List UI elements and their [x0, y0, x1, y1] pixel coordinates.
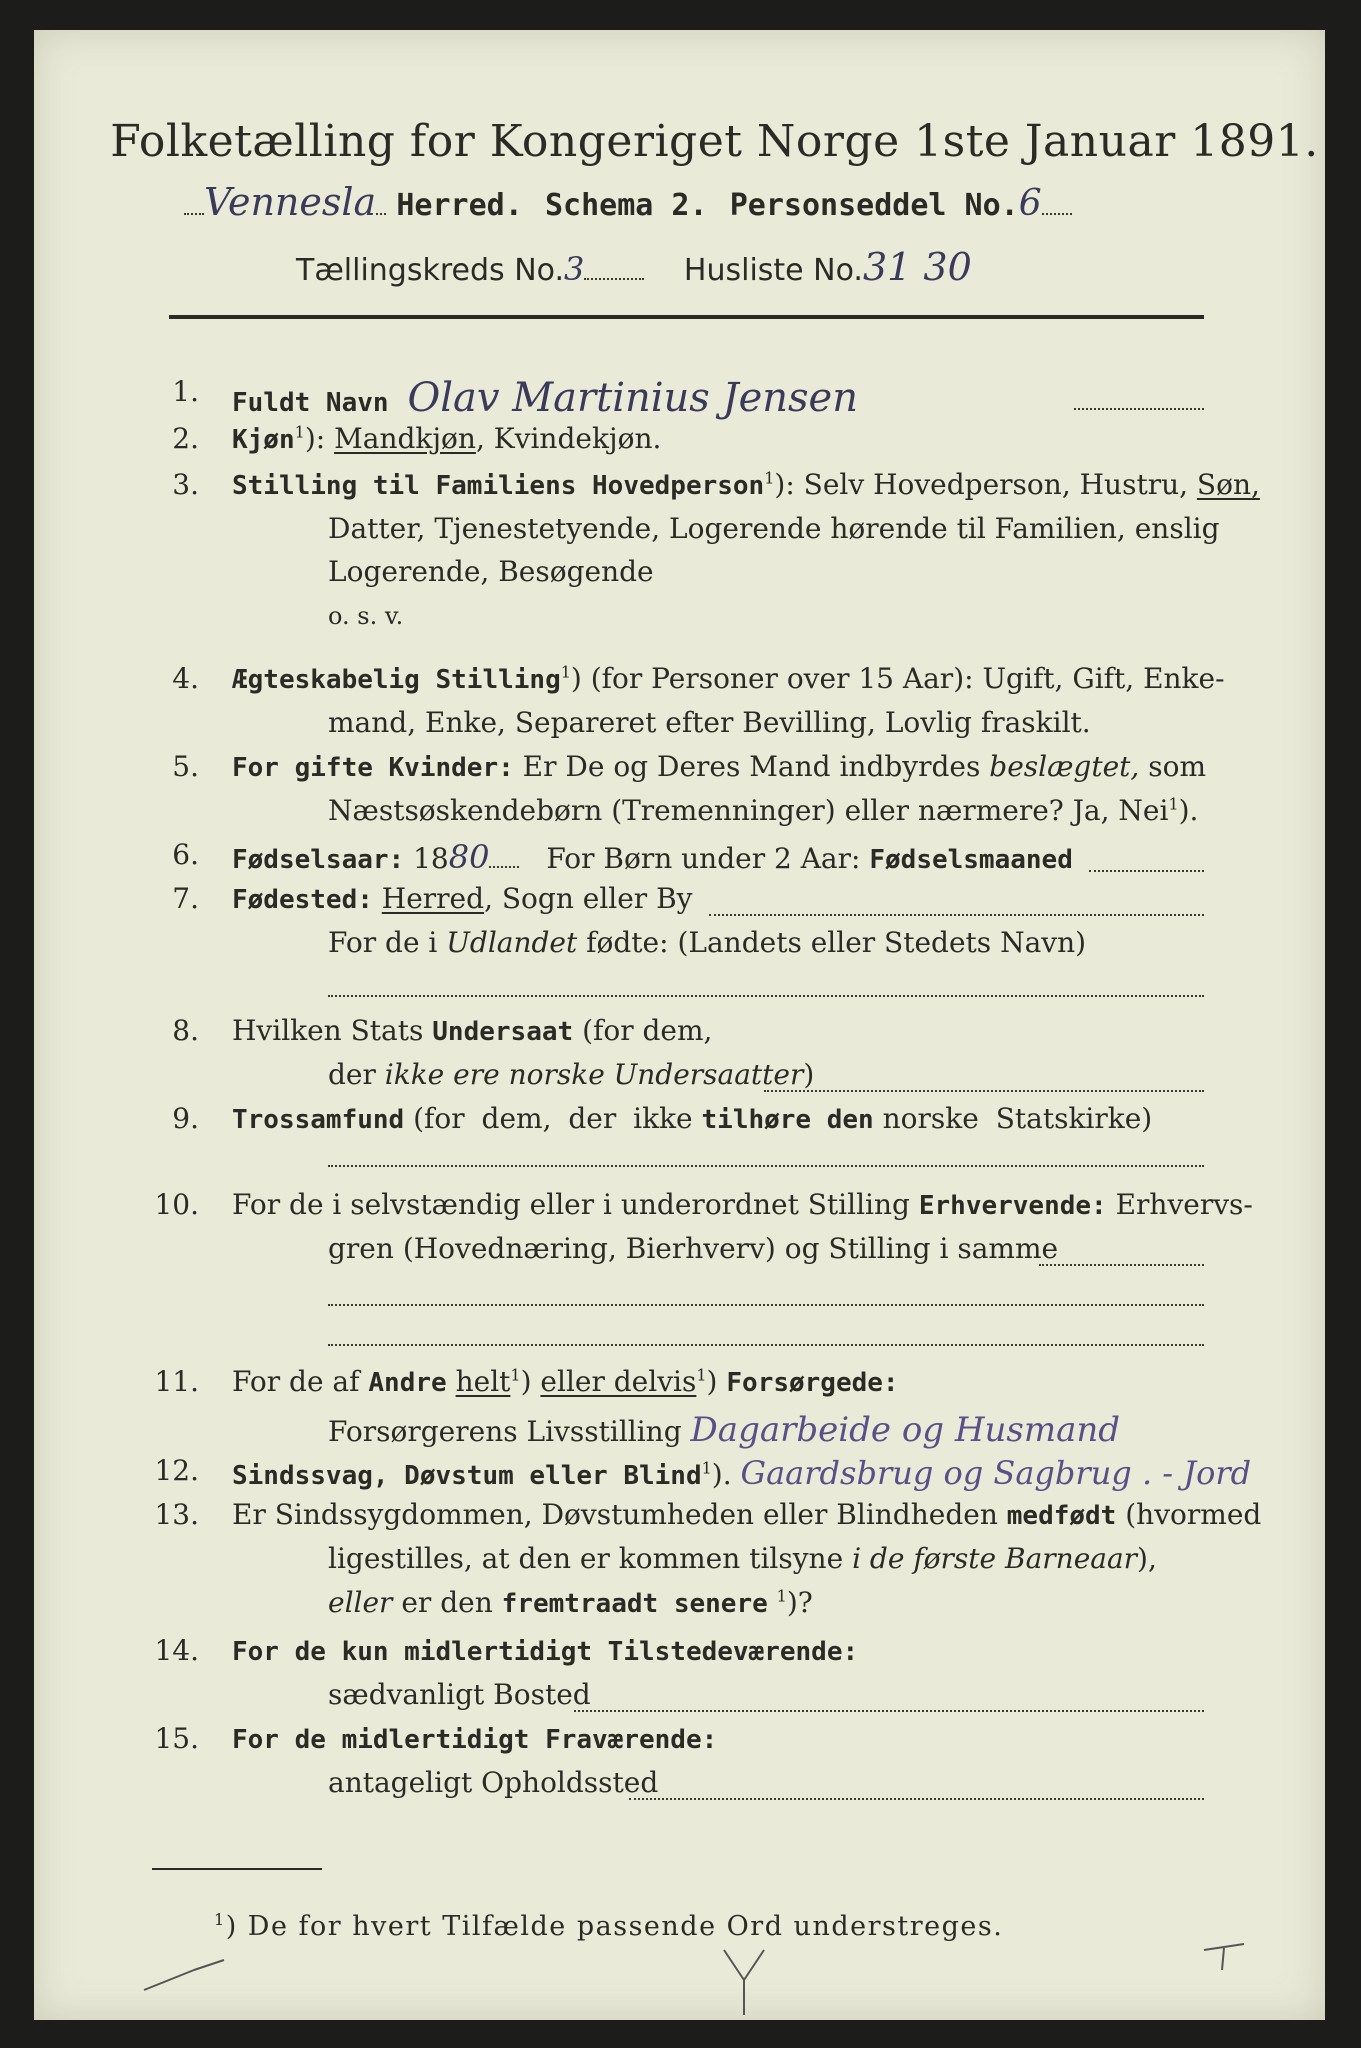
header-divider: [169, 315, 1204, 319]
footnote-text: ) De for hvert Tilfælde passende Ord understreges.: [225, 1911, 1004, 1942]
q14-dotted-fill: [574, 1710, 1204, 1712]
q7-line-2-a: For de i: [328, 926, 438, 959]
footnote-divider: [152, 1868, 322, 1870]
q13-footnote-mark: 1: [776, 1586, 787, 1606]
q4-number: 4.: [172, 662, 199, 695]
herred-value: Vennesla: [204, 180, 377, 224]
q6-line: [232, 838, 1073, 876]
census-form-page: [34, 30, 1325, 2020]
q3-text-a: ): Selv Hovedperson, Hustru,: [774, 468, 1189, 501]
q3-line: [232, 468, 1260, 501]
q7-label: Fødested:: [232, 885, 373, 915]
q12-label: Sindssvag, Døvstum eller Blind: [232, 1461, 702, 1491]
q15-line: [232, 1722, 717, 1755]
q12-number: 12.: [154, 1454, 199, 1487]
q13-label-senere: fremtraadt senere: [501, 1589, 768, 1619]
q12-end: ).: [711, 1458, 732, 1491]
q1-line: [232, 375, 858, 421]
q14-label: For de kun midlertidigt Tilstedeværende:: [232, 1637, 859, 1667]
q5-footnote-mark: 1: [1168, 794, 1179, 814]
q1-label: Fuldt Navn: [232, 388, 389, 418]
q11-option-delvis: eller delvis: [540, 1365, 697, 1398]
kreds-value: 3: [564, 250, 585, 288]
q7-line-2: [328, 926, 1086, 959]
q13-line-2: [328, 1542, 1157, 1575]
herred-line: [184, 180, 1072, 224]
q15-number: 15.: [154, 1722, 199, 1755]
personseddel-value: 6: [1018, 183, 1042, 224]
q11-mid: ): [520, 1365, 541, 1398]
q15-dotted-fill: [629, 1798, 1204, 1800]
q9-line: [232, 1102, 1152, 1135]
q1-name-value: Olav Martinius Jensen: [407, 375, 858, 421]
q13-line-2-b: ),: [1137, 1542, 1157, 1575]
q5-label: For gifte Kvinder:: [232, 753, 514, 783]
q9-label-2: tilhøre den: [701, 1105, 874, 1135]
q11-text-a: For de af: [232, 1365, 360, 1398]
q3-line-4: o. s. v.: [328, 602, 404, 630]
q9-text-b: norske Statskirke): [882, 1102, 1153, 1135]
q7-dotted-fill-2: [328, 995, 1204, 997]
q3-line-2: Datter, Tjenestetyende, Logerende hørende til Familien, enslig: [328, 512, 1220, 545]
kreds-label: Tællingskreds No.: [296, 253, 564, 288]
q1-number: 1.: [172, 375, 199, 408]
q3-line-3: Logerende, Besøgende: [328, 555, 654, 588]
q8-line-2-a: der: [328, 1058, 376, 1091]
q6-dotted-fill: [1089, 870, 1204, 872]
q6-year-prefix: 18: [413, 842, 449, 875]
q10-dotted-fill: [1039, 1264, 1204, 1266]
q5-text-a: Er De og Deres Mand indbyrdes: [522, 750, 981, 783]
schema-label: Schema 2.: [544, 188, 708, 223]
q11-handwritten-value: Dagarbeide og Husmand: [690, 1410, 1121, 1450]
q10-text-b: Erhvervs-: [1115, 1188, 1253, 1221]
q2-line: [232, 422, 661, 455]
q2-option-mandkjon: Mandkjøn: [334, 422, 476, 455]
q12-footnote-mark: 1: [701, 1458, 712, 1478]
q8-number: 8.: [172, 1014, 199, 1047]
q5-line-2-text: Næstsøskendebørn (Tremenninger) eller nærmere? Ja, Nei: [328, 794, 1169, 827]
q9-number: 9.: [172, 1102, 199, 1135]
q11-end: ): [706, 1365, 718, 1398]
q5-line-2-end: ).: [1178, 794, 1199, 827]
personseddel-label: Personseddel No.: [729, 188, 1019, 223]
q7-line: [232, 882, 693, 915]
form-title: Folketælling for Kongeriget Norge 1ste Januar 1891.: [110, 116, 1319, 167]
q5-number: 5.: [172, 750, 199, 783]
q13-line-2-a: ligestilles, at den er kommen tilsyne: [328, 1542, 844, 1575]
q13-line-3: [328, 1586, 813, 1619]
q10-dotted-fill-3: [328, 1344, 1204, 1346]
q9-text-a: (for dem, der ikke: [413, 1102, 693, 1135]
q11-label: Andre: [368, 1368, 447, 1398]
q13-line-3-italic: eller: [328, 1586, 393, 1619]
q8-line-2-italic: ikke ere norske Undersaatter: [384, 1058, 804, 1091]
q5-line: [232, 750, 1206, 783]
q6-year-value: 80: [448, 838, 490, 876]
kreds-line: [296, 245, 972, 289]
q15-label: For de midlertidigt Fraværende:: [232, 1725, 718, 1755]
q11-number: 11.: [154, 1365, 199, 1398]
q11-footnote-mark: 1: [510, 1365, 521, 1385]
q4-label: Ægteskabelig Stilling: [232, 665, 561, 695]
q8-text-b: (for dem,: [582, 1014, 713, 1047]
q15-line-2: antageligt Opholdssted: [328, 1766, 659, 1799]
q5-text-b: som: [1148, 750, 1207, 783]
q9-dotted-fill: [328, 1165, 1204, 1167]
q2-number: 2.: [172, 422, 199, 455]
q13-line-2-italic: i de første Barneaar: [852, 1542, 1138, 1575]
husliste-value: 31 30: [862, 245, 972, 289]
q7-number: 7.: [172, 882, 199, 915]
q6-label: Fødselsaar:: [232, 845, 405, 875]
husliste-label: Husliste No.: [683, 253, 863, 288]
q13-label-medfodt: medfødt: [1006, 1501, 1117, 1531]
q11-line: [232, 1365, 899, 1398]
q13-line-3-end: )?: [786, 1586, 813, 1619]
q3-footnote-mark: 1: [764, 468, 775, 488]
q8-line-2: [328, 1058, 814, 1091]
q2-label: Kjøn: [232, 425, 295, 455]
q3-option-son: Søn,: [1196, 468, 1260, 501]
q4-line: [232, 662, 1225, 695]
footnote-mark: 1: [214, 1910, 226, 1929]
q2-text-b: , Kvindekjøn.: [475, 422, 662, 455]
q8-line-2-b: ): [803, 1058, 815, 1091]
q6-text-mid: For Børn under 2 Aar:: [546, 842, 861, 875]
q13-text: Er Sindssygdommen, Døvstumheden eller Blindheden: [232, 1498, 998, 1531]
q7-line-2-italic: Udlandet: [446, 926, 578, 959]
q9-label: Trossamfund: [232, 1105, 405, 1135]
q10-line: [232, 1188, 1253, 1221]
q13-line: [232, 1498, 1261, 1531]
q6-label-2: Fødselsmaaned: [869, 845, 1073, 875]
q8-line: [232, 1014, 712, 1047]
q2-text-a: ):: [304, 422, 335, 455]
q8-dotted-fill: [764, 1090, 1204, 1092]
q14-number: 14.: [154, 1634, 199, 1667]
q3-number: 3.: [172, 468, 199, 501]
q11-option-helt: helt: [455, 1365, 511, 1398]
pencil-marks: [84, 1930, 1284, 2020]
q3-label: Stilling til Familiens Hovedperson: [232, 471, 765, 501]
q13-number: 13.: [154, 1498, 199, 1531]
q4-footnote-mark: 1: [560, 662, 571, 682]
q13-line-3-a: er den: [401, 1586, 493, 1619]
q7-option-herred: Herred: [381, 882, 485, 915]
q10-dotted-fill-2: [328, 1304, 1204, 1306]
q7-dotted-fill: [709, 914, 1204, 916]
q12-line: [232, 1454, 1251, 1492]
q6-number: 6.: [172, 838, 199, 871]
q7-line-2-b: fødte: (Landets eller Stedets Navn): [586, 926, 1087, 959]
q10-line-2: gren (Hovednæring, Bierhverv) og Stilling i samme: [328, 1232, 1059, 1265]
q4-line-2: mand, Enke, Separeret efter Bevilling, Lovlig fraskilt.: [328, 706, 1091, 739]
q2-footnote-mark: 1: [294, 422, 305, 442]
q14-line-2: sædvanligt Bosted: [328, 1678, 591, 1711]
q10-text-a: For de i selvstændig eller i underordnet Stilling: [232, 1188, 910, 1221]
q4-text-a: ) (for Personer over 15 Aar): Ugift, Gift, Enke-: [570, 662, 1225, 695]
q12-handwritten-value: Gaardsbrug og Sagbrug . - Jord: [740, 1454, 1252, 1492]
q10-number: 10.: [154, 1188, 199, 1221]
q10-label: Erhvervende:: [918, 1191, 1107, 1221]
q11-line-2-text: Forsørgerens Livsstilling: [328, 1415, 682, 1448]
q5-italic-word: beslægtet,: [989, 750, 1140, 783]
q14-line: [232, 1634, 858, 1667]
q8-label: Undersaat: [432, 1017, 574, 1047]
q1-dotted-fill: [1074, 408, 1204, 410]
q11-label-2: Forsørgede:: [726, 1368, 899, 1398]
q11-line-2: [328, 1410, 1120, 1450]
q11-footnote-mark-2: 1: [696, 1365, 707, 1385]
q8-text-a: Hvilken Stats: [232, 1014, 424, 1047]
herred-label: Herred.: [396, 188, 523, 223]
q7-text: , Sogn eller By: [484, 882, 693, 915]
q13-text-a: (hvormed: [1125, 1498, 1262, 1531]
q5-line-2: [328, 794, 1198, 827]
